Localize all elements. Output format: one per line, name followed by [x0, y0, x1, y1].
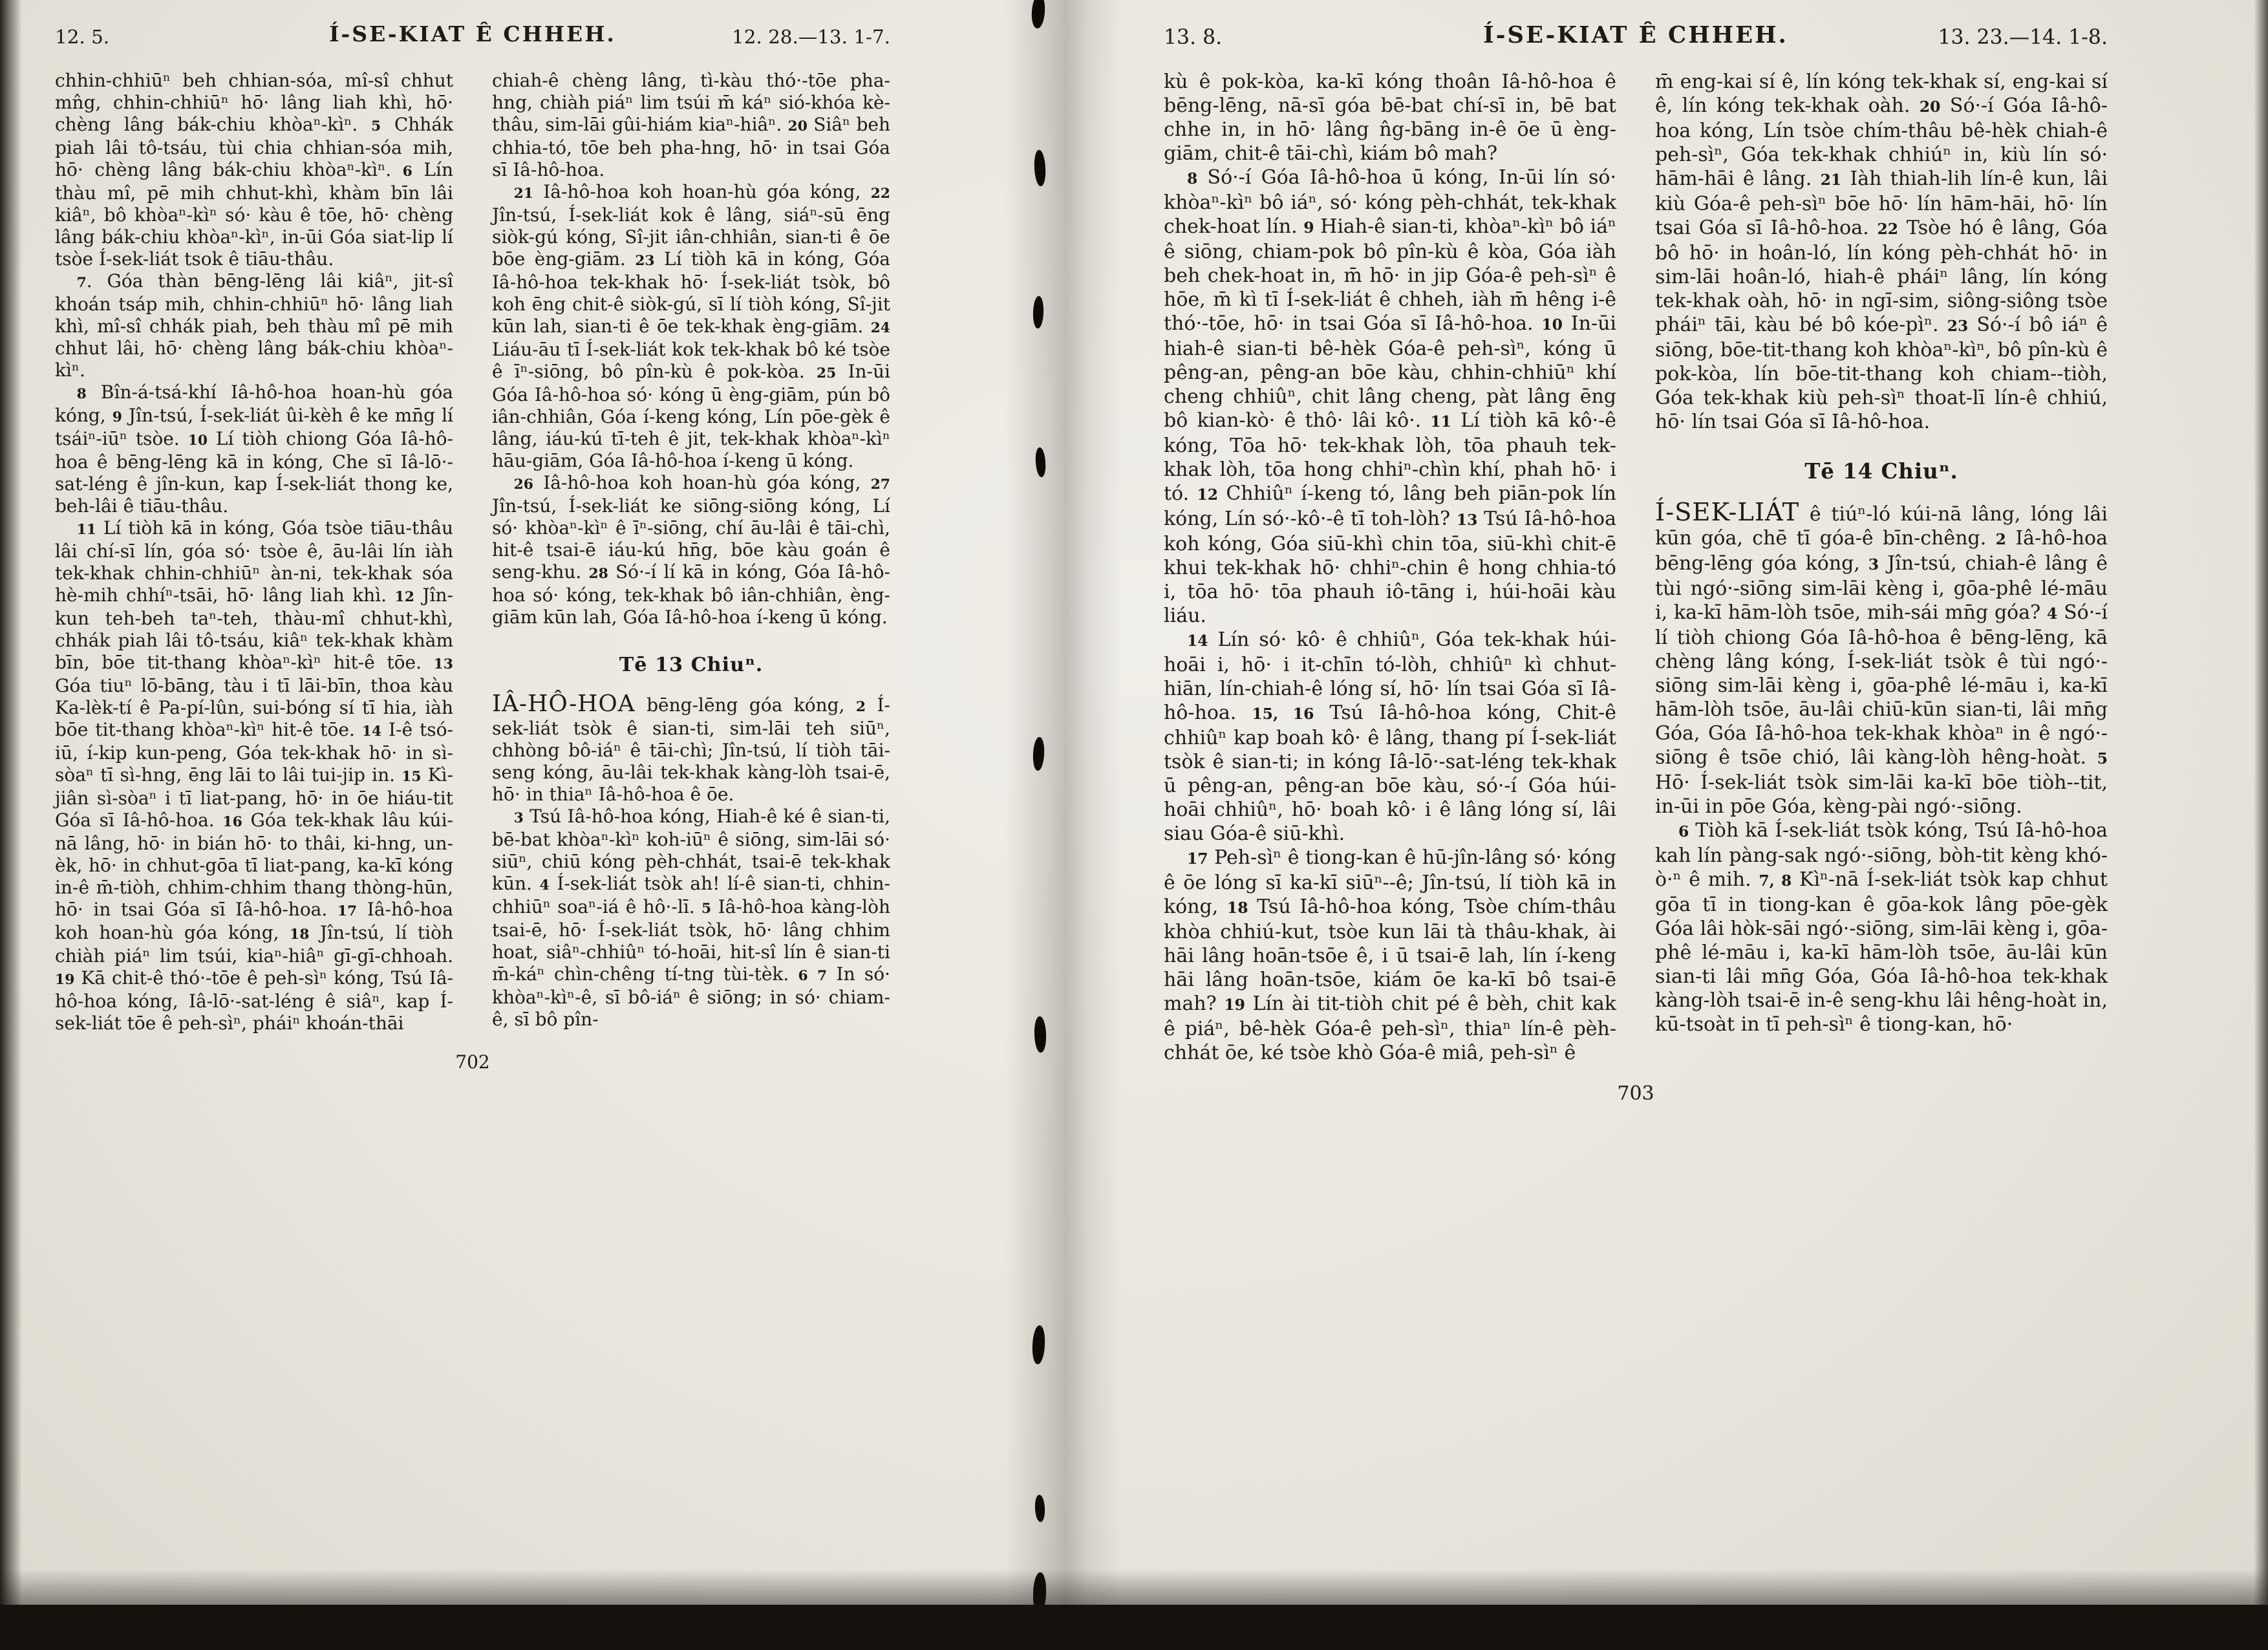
text-columns [1164, 70, 2108, 1065]
verse-paragraph: 3 Tsú Iâ-hô-hoa kóng, Hiah-ê ké ê sian-ti, bē-bat khòaⁿ-kìⁿ koh-iūⁿ ê siōng, sim-lāi só· siūⁿ, chiū kóng pèh-chhát, tsai-ē tek-khak kūn. 4 Í-sek-liát tsòk ah! lí-ê sian-ti, chhin-chhiūⁿ soaⁿ-iá ê hô·-lī. 5 Iâ-hô-hoa kàng-lòh tsai-ē, hō· Í-sek-liát tsòk, hō· lâng chhim hoat, siâⁿ-chhiûⁿ tó-hoāi, hit-sî lín ê sian-ti m̄-káⁿ chìn-chêng tí-tng tùi-tèk. 6 7 In só· khòaⁿ-kìⁿ-ê, sī bô-iáⁿ ê siōng; in só· chiam-ê, sī bô pîn- [492, 806, 891, 1030]
verse-number: 4 [2047, 605, 2058, 623]
verse-number: 17 [337, 903, 358, 919]
text-column-2 [492, 70, 890, 1031]
verse-number: 7 [817, 967, 828, 984]
verse-number: 13 [433, 656, 453, 672]
verse-number: 9 [1303, 219, 1314, 237]
verse-number: 12 [1197, 486, 1219, 504]
verse-number: 3 [513, 809, 524, 826]
verse-number: 23 [1947, 317, 1969, 335]
verse-number: 9 [112, 409, 122, 425]
verse-number: 25 [816, 365, 837, 381]
verse-number: 22 [870, 185, 890, 202]
verse-number: 24 [870, 319, 890, 336]
chapter-lead-word: Í-SEK-LIÁT [1655, 498, 1800, 527]
verse-number: 5 [2097, 749, 2108, 767]
verse-paragraph: chhin-chhiūⁿ beh chhian-sóa, mî-sî chhut mn̂g, chhin-chhiūⁿ hō· lâng liah khì, hō· chèng lâng bák-chiu khòaⁿ-kìⁿ. 5 Chhák piah lâi tô-tsáu, tùi chia chhian-sóa mih, hō· chèng lâng bák-chiu khòaⁿ-kìⁿ. 6 Lín thàu mî, pē mih chhut-khì, khàm bīn lâi kiâⁿ, bô khòaⁿ-kìⁿ só· kàu ê tōe, hō· chèng lâng bák-chiu khòaⁿ-kìⁿ, in-ūi Góa siat-lip lí tsòe Í-sek-liát tsok ê tiāu-thâu. [55, 70, 454, 270]
verse-number: 14 [361, 723, 382, 740]
verse-number: 21 [513, 185, 533, 202]
verse-number: 15 [401, 768, 422, 785]
verse-number: 7, 8 [1759, 872, 1792, 890]
verse-paragraph: 8 Bîn-á-tsá-khí Iâ-hô-hoa hoan-hù góa kóng, 9 Jîn-tsú, Í-sek-liát ûi-kèh ê ke mn̄g lí tsáiⁿ-iūⁿ tsòe. 10 Lí tiòh chiong Góa Iâ-hô-hoa ê bēng-lēng kā in kóng, Che sī Iâ-lō·-sat-léng ê jîn-kun, kap Í-sek-liát thong ke, beh-lâi ê tiāu-thâu. [55, 381, 453, 517]
verse-number: 16 [222, 813, 242, 830]
verse-number: 10 [1541, 316, 1563, 334]
verse-paragraph: m̄ eng-kai sí ê, lín kóng tek-khak sí, eng-kai sí ê, lín kóng tek-khak oàh. 20 Só·-í Góa Iâ-hô-hoa kóng, Lín tsòe chím-thâu bê-hèk chiah-ê peh-sìⁿ, Góa tek-khak chhiúⁿ in, kiù lín só· hām-hāi ê lâng. 21 Iàh thiah-lih lín-ê kun, lâi kiù Góa-ê peh-sìⁿ bōe hō· lín hām-hāi, hō· lín tsai Góa sī Iâ-hô-hoa. 22 Tsòe hó ê lâng, Góa bô hō· in hoân-ló, lín kóng pèh-chhát hō· in sim-lāi hoân-ló, hiah-ê pháiⁿ lâng, lín kóng tek-khak oàh, hō· in ngī-sim, siông-siông tsòe pháiⁿ tāi, kàu bé bô kóe-pìⁿ. 23 Só·-í bô iáⁿ ê siōng, bōe-tit-thang koh khòaⁿ-kìⁿ, bô pîn-kù ê pok-kòa, lín bōe-tit-thang koh chiam--tiòh, Góa tek-khak kiù peh-sìⁿ thoat-lī lín-ê chhiú, hō· lín tsai Góa sī Iâ-hô-hoa. [1655, 70, 2108, 433]
page-right [1164, 22, 2108, 1106]
verse-number: 6 [798, 967, 808, 984]
header-verse-ref-left: 12. 5. [55, 26, 110, 48]
verse-paragraph: 11 Lí tiòh kā in kóng, Góa tsòe tiāu-thâu lâi chí-sī lín, góa só· tsòe ê, āu-lâi lín iàh tek-khak chhin-chhiūⁿ àn-ni, tek-khak sóa hè-mih chhíⁿ-tsāi, hō· lâng liah khì. 12 Jîn-kun teh-beh taⁿ-teh, thàu-mî chhut-khì, chhák piah lâi tô-tsáu, kiâⁿ tek-khak khàm bīn, bōe tit-thang khòaⁿ-kìⁿ hit-ê tōe. 13 Góa tiuⁿ lō-bāng, tàu i tī lāi-bīn, thoa kàu Ka-lèk-tí ê Pa-pí-lûn, sui-bóng sí tī hia, iàh bōe tit-thang khòaⁿ-kìⁿ hit-ê tōe. 14 I-ê tsó-iū, í-kip kun-peng, Góa tek-khak hō· in sì-sòaⁿ tī sì-hng, ēng lāi to lâi tui-jip in. 15 Kì-jiân sì-sòaⁿ i tī liat-pang, hō· in ōe hiáu-tit Góa sī Iâ-hô-hoa. 16 Góa tek-khak lâu kúi-nā lâng, hō· in bián hō· to thâi, ki-hng, un-èk, hō· in chhut-gōa tī liat-pang, ka-kī kóng in-ê m̄-tiòh, chhim-chhim thang thòng-hūn, hō· in tsai Góa sī Iâ-hô-hoa. 17 Iâ-hô-hoa koh hoan-hù góa kóng, 18 Jîn-tsú, lí tiòh chiàh piáⁿ lim tsúi, kiaⁿ-hiâⁿ gī-gī-chhoah. 19 Kā chit-ê thó·-tōe ê peh-sìⁿ kóng, Tsú Iâ-hô-hoa kóng, Iâ-lō·-sat-léng ê siâⁿ, kap Í-sek-liát tōe ê peh-sìⁿ, pháiⁿ khoán-thāi [55, 517, 454, 1034]
verse-number: 8 [1187, 169, 1198, 188]
header-verse-ref-right: 13. 23.—14. 1-8. [1938, 26, 2108, 49]
verse-number: 19 [55, 971, 75, 988]
verse-number: 3 [1868, 555, 1879, 573]
verse-number: 20 [1919, 98, 1941, 116]
verse-paragraph: 26 Iâ-hô-hoa koh hoan-hù góa kóng, 27 Jîn-tsú, Í-sek-liát ke siōng-siōng kóng, Lí só· khòaⁿ-kìⁿ ê īⁿ-siōng, chí āu-lâi ê tāi-chì, hit-ê tsai-ē iáu-kú hn̄g, bōe kàu goán ê seng-khu. 28 Só·-í lí kā in kóng, Góa Iâ-hô-hoa só· kóng, tek-khak bô iân-chhiân, èng-giām kūn lah, Góa Iâ-hô-hoa í-keng ū kóng. [492, 472, 890, 628]
verse-number: 2 [855, 698, 866, 715]
verse-paragraph: 7. Góa thàn bēng-lēng lâi kiâⁿ, jit-sî khoán tsáp mih, chhin-chhiūⁿ hō· lâng liah khì, mî-sî chhák piah, beh thàu mî pē mih chhut lâi, hō· chèng lâng bák-chiu khòaⁿ-kìⁿ. [55, 270, 453, 381]
page-left [55, 21, 891, 1073]
header-verse-ref-left: 13. 8. [1164, 26, 1223, 49]
verse-number: 19 [1224, 996, 1245, 1014]
header-verse-ref-right: 12. 28.—13. 1-7. [732, 26, 890, 48]
verse-number: 27 [870, 476, 890, 493]
chapter-lead-word: IÂ-HÔ-HOA [492, 691, 636, 717]
page-header [1164, 22, 2108, 58]
verse-number: 28 [588, 565, 608, 582]
verse-number: 26 [513, 476, 533, 493]
verse-number: 11 [1430, 412, 1451, 431]
verse-number: 21 [1820, 171, 1842, 189]
chapter-heading: Tē 14 Chiuⁿ. [1804, 459, 1958, 484]
verse-paragraph: chiah-ê chèng lâng, tì-kàu thó·-tōe pha-hng, chiàh piáⁿ lim tsúi m̄ káⁿ sió-khóa kè-thâu, sim-lāi gûi-hiám kiaⁿ-hiâⁿ. 20 Siâⁿ beh chhia-tó, tōe beh pha-hng, hō· in tsai Góa sī Iâ-hô-hoa. [492, 70, 890, 180]
chapter-heading: Tē 13 Chiuⁿ. [619, 654, 764, 676]
verse-paragraph: 17 Peh-sìⁿ ê tiong-kan ê hū-jîn-lâng só· kóng ê ōe lóng sī ka-kī siūⁿ--ê; Jîn-tsú, lí tiòh kā in kóng, 18 Tsú Iâ-hô-hoa kóng, Tsòe chím-thâu khòa chhiú-kut, tsòe kun lāi tà thâu-khak, ài hāi lâng hoān-tsōe ê, i ū tsai-ē lah, lín í-keng hāi lâng hoān-tsōe, kiám ōe ka-kī bô tsai-ē mah? 19 Lín ài tit-tiòh chit pé ê bèh, chit kak ê piáⁿ, bê-hèk Góa-ê peh-sìⁿ, thiaⁿ lín-ê pèh-chhát ōe, ké tsòe khò Góa-ê miâ, peh-sìⁿ ê [1164, 846, 1616, 1064]
page-header [55, 21, 890, 58]
verse-number: 13 [1456, 511, 1478, 529]
scan-bottom-band [0, 1605, 2268, 1650]
chapter-opening-paragraph: Í-SEK-LIÁT ê tiúⁿ-ló kúi-nā lâng, lóng lâi kūn góa, chē tī góa-ê bīn-chêng. 2 Iâ-hô-hoa bēng-lēng góa kóng, 3 Jîn-tsú, chiah-ê lâng ê tùi ngó·-siōng sim-lāi kèng i, gōa-phê lé-māu i, ka-kī hām-lòh tsōe, mih-sái mn̄g góa? 4 Só·-í lí tiòh chiong Góa Iâ-hô-hoa ê bēng-lēng, kā chèng lâng kóng, Í-sek-liát tsòk ê tùi ngó·-siōng sim-lāi kèng i, gōa-phê lé-māu i, ka-kī hām-lòh tsōe, āu-lâi chiū-kūn sian-ti, lâi mn̄g Góa, Góa Iâ-hô-hoa tek-khak khòaⁿ in ê ngó·-siōng ê tsōe chió, lâi kàng-lòh hêng-hoàt. 5 Hō· Í-sek-liát tsòk sim-lāi ka-kī bōe tiòh--tit, in-ūi in pōe Góa, kèng-pài ngó·-siōng. [1655, 498, 2108, 818]
verse-number: 5 [701, 900, 712, 917]
verse-number: 6 [402, 163, 412, 180]
running-title: Í-SE-KIAT Ê CHHEH. [329, 21, 616, 47]
verse-number: 8 [76, 385, 87, 402]
verse-paragraph: 6 Tiòh kā Í-sek-liát tsòk kóng, Tsú Iâ-hô-hoa kah lín pàng-sak ngó·-siōng, bòh-tit kèng khó-ò·ⁿ ê mih. 7, 8 Kìⁿ-nā Í-sek-liát tsòk kap chhut gōa tī in tiong-kan ê gōa-kok lâng pōe-gèk Góa lâi hòk-sāi ngó·-siōng, sim-lāi kèng i, gōa-phê lé-māu i, ka-kī hām-lòh tsōe, āu-lâi kūn sian-ti lâi mn̄g Góa, Góa Iâ-hô-hoa tek-khak kàng-lòh tsai-ē in-ê seng-khu lâi hêng-hoàt in, kū-tsoàt in tī peh-sìⁿ ê tiong-kan, hō· [1655, 819, 2108, 1036]
text-column-1 [55, 70, 453, 1034]
scan-bottom-fade [0, 1569, 2268, 1605]
verse-number: 18 [1226, 899, 1248, 917]
text-columns [55, 70, 890, 1034]
verse-number: 2 [1995, 530, 2006, 548]
verse-number: 17 [1187, 850, 1208, 868]
verse-number: 15, 16 [1252, 705, 1314, 723]
scan-right-edge-shadow [2254, 0, 2268, 1650]
verse-number: 7 [76, 274, 87, 291]
page-number: 702 [455, 1051, 490, 1073]
verse-paragraph: 14 Lín só· kô· ê chhiûⁿ, Góa tek-khak húi-hoāi i, hō· i it-chīn tó-lòh, chhiûⁿ kì chhut-hiān, lín-chiah-ê lóng sí, hō· lín tsai Góa sī Iâ-hô-hoa. 15, 16 Tsú Iâ-hô-hoa kóng, Chit-ê chhiûⁿ kap boah kô· ê lâng, thang pí Í-sek-liát tsòk ê sian-ti; in kóng Iâ-lō·-sat-léng tek-khak ū pêng-an, pêng-an bōe kàu, só·-í Góa húi-hoāi chhiûⁿ, hō· boah kô· i ê lâng lóng sí, lâi siau Góa-ê siū-khì. [1164, 628, 1616, 845]
verse-number: 20 [787, 118, 808, 134]
verse-number: 22 [1877, 220, 1899, 238]
running-title: Í-SE-KIAT Ê CHHEH. [1483, 22, 1788, 48]
binding-gutter-shadow [1005, 0, 1122, 1650]
text-column-1 [1164, 70, 1616, 1065]
verse-paragraph: 21 Iâ-hô-hoa koh hoan-hù góa kóng, 22 Jîn-tsú, Í-sek-liát kok ê lâng, siáⁿ-sū ēng siòk-gú kóng, Sî-jit iân-chhiân, sian-ti ê ōe bōe èng-giām. 23 Lí tiòh kā in kóng, Góa Iâ-hô-hoa tek-khak hō· Í-sek-liát tsòk, bô koh ēng chit-ê siòk-gú, sī lí tiòh kóng, Sî-jit kūn lah, sian-ti ê ōe tek-khak èng-giām. 24 Liáu-āu tī Í-sek-liát kok tek-khak bô ké tsòe ê īⁿ-siōng, bô pîn-kù ê pok-kòa. 25 In-ūi Góa Iâ-hô-hoa só· kóng ū èng-giām, pún bô iân-chhiân, Góa í-keng kóng, Lín pōe-gèk ê lâng, iáu-kú tī-teh ê jit, tek-khak khòaⁿ-kìⁿ hāu-giām, Góa Iâ-hô-hoa í-keng ū kóng. [492, 181, 890, 471]
page-number: 703 [1617, 1082, 1654, 1105]
verse-number: 4 [539, 877, 550, 894]
verse-number: 23 [635, 252, 655, 269]
verse-number: 14 [1187, 632, 1208, 650]
verse-number: 18 [290, 926, 310, 943]
verse-number: 5 [370, 118, 381, 134]
verse-number: 12 [394, 588, 414, 605]
text-column-2 [1655, 70, 2108, 1036]
chapter-opening-paragraph: IÂ-HÔ-HOA bēng-lēng góa kóng, 2 Í-sek-liát tsòk ê sian-ti, sim-lāi teh siūⁿ, chhòng bô-iáⁿ ê tāi-chì; Jîn-tsú, lí tiòh tāi-seng kóng, āu-lâi tek-khak kàng-lòh tsai-ē, hō· in thiaⁿ Iâ-hô-hoa ê ōe. [492, 691, 891, 805]
verse-number: 10 [187, 432, 208, 449]
verse-paragraph: kù ê pok-kòa, ka-kī kóng thoân Iâ-hô-hoa ê bēng-lēng, nā-sī góa bē-bat chí-sī in, bē bat chhe in, in hō· lâng n̂g-bāng in-ê ōe ū èng-giām, chit-ê tāi-chì, kiám bô mah? [1164, 70, 1616, 165]
verse-paragraph: 8 Só·-í Góa Iâ-hô-hoa ū kóng, In-ūi lín só· khòaⁿ-kìⁿ bô iáⁿ, só· kóng pèh-chhát, tek-khak chek-hoat lín. 9 Hiah-ê sian-ti, khòaⁿ-kìⁿ bô iáⁿ ê siōng, chiam-pok bô pîn-kù ê kòa, Góa iàh beh chek-hoat in, m̄ hō· in jip Góa-ê peh-sìⁿ ê hōe, m̄ kì tī Í-sek-liát ê chheh, iàh m̄ hêng i-ê thó·-tōe, hō· in tsai Góa sī Iâ-hô-hoa. 10 In-ūi hiah-ê sian-ti bê-hèk Góa-ê peh-sìⁿ, kóng ū pêng-an, pêng-an bōe kàu, chhin-chhiūⁿ khí cheng chhiûⁿ, chit lâng cheng, pàt lâng ēng bô kian-kò· ê thô· lâi kô·. 11 Lí tiòh kā kô·-ê kóng, Tōa hō· tek-khak lòh, tōa phauh tek-khak lòh, tōa hong chhiⁿ-chìn khí, phah hō· i tó. 12 Chhiûⁿ í-keng tó, lâng beh piān-pok lín kóng, Lín só·-kô·-ê tī toh-lòh? 13 Tsú Iâ-hô-hoa koh kóng, Góa siū-khì chin tōa, siū-khì chit-ē khui tek-khak hō· chhiⁿ-chin ê hong chhia-tó i, tōa hō· tōa phauh iô-tāng i, húi-hoāi kàu liáu. [1164, 166, 1617, 627]
verse-number: 6 [1678, 822, 1689, 841]
scan-left-edge-shadow [0, 0, 22, 1650]
verse-number: 11 [76, 521, 96, 538]
